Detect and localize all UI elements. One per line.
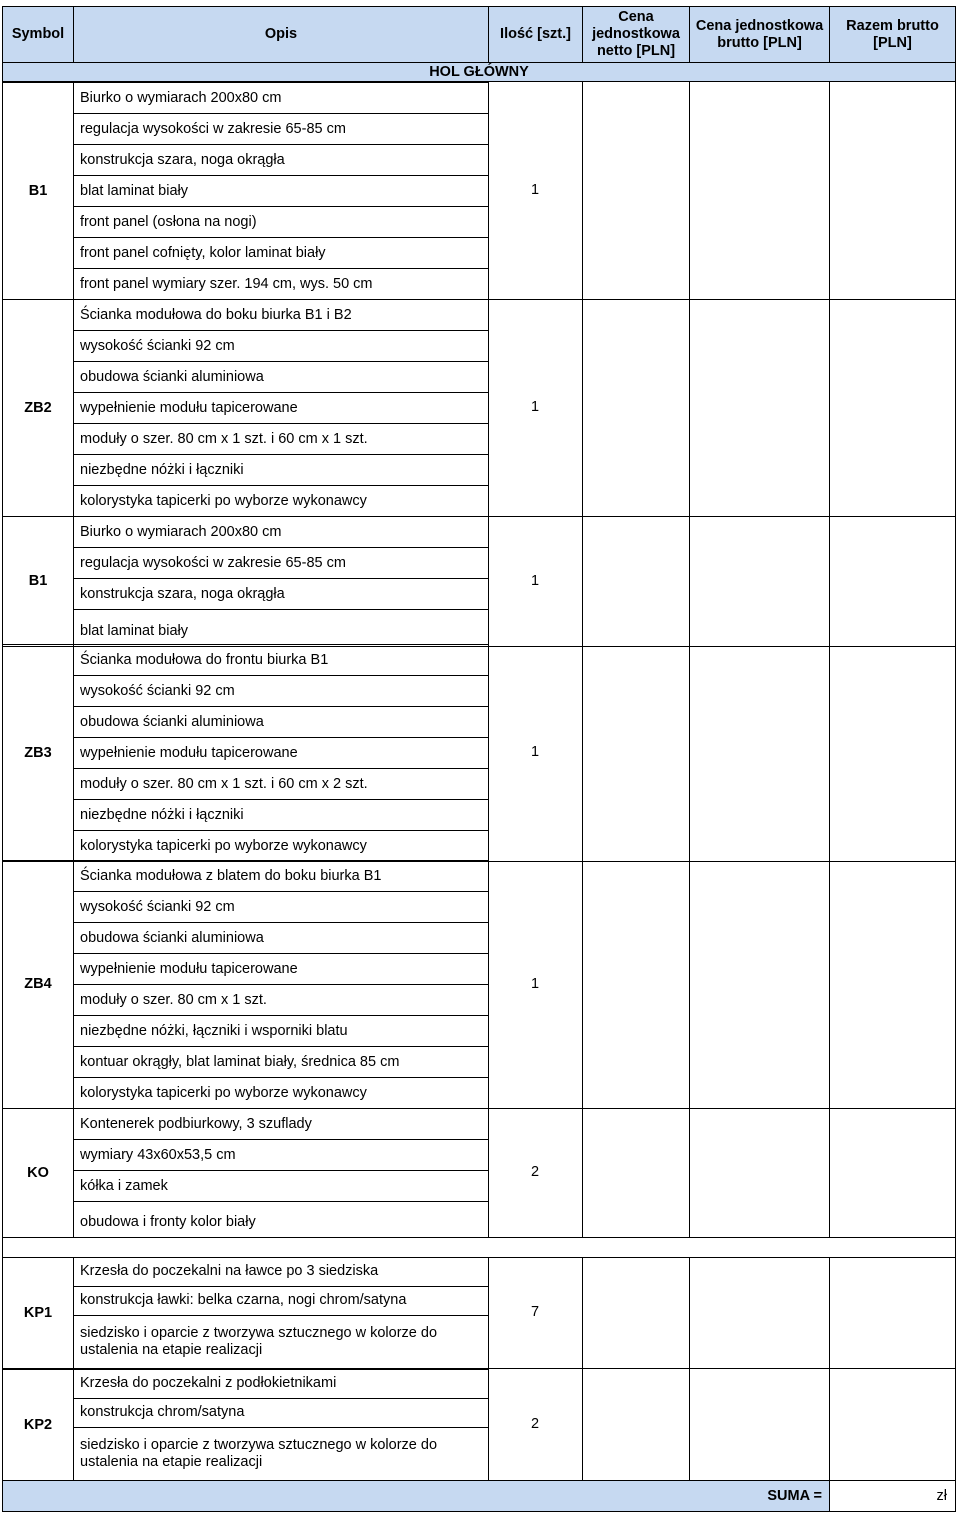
item-description-line: niezbędne nóżki i łączniki [73, 454, 489, 486]
header-opis: Opis [73, 6, 489, 63]
price-netto-cell [582, 516, 690, 647]
item-description-line: blat laminat biały [73, 609, 489, 647]
item-description-line: Krzesła do poczekalni na ławce po 3 siedziska [73, 1257, 489, 1287]
sum-label: SUMA = [767, 1487, 822, 1504]
item-symbol: ZB4 [2, 860, 74, 1109]
price-netto-cell [582, 860, 690, 1109]
price-netto-cell [582, 82, 690, 300]
item-description-line: niezbędne nóżki i łączniki [73, 799, 489, 831]
price-brutto-cell [689, 1369, 830, 1481]
item-symbol: KO [2, 1108, 74, 1238]
item-description-line: kolorystyka tapicerki po wyborze wykonawcy [73, 830, 489, 862]
item-quantity: 1 [488, 644, 583, 862]
item-description-line: obudowa ścianki aluminiowa [73, 922, 489, 954]
item-symbol: ZB3 [2, 644, 74, 862]
item-description-line: konstrukcja ławki: belka czarna, nogi chrom/satyna [73, 1286, 489, 1316]
item-quantity: 1 [488, 299, 583, 517]
item-symbol: KP2 [2, 1369, 74, 1481]
item-description-line: kontuar okrągły, blat laminat biały, średnica 85 cm [73, 1046, 489, 1078]
item-description-line: blat laminat biały [73, 175, 489, 207]
total-brutto-cell [829, 516, 956, 647]
price-brutto-cell [689, 516, 830, 647]
item-description-line: wysokość ścianki 92 cm [73, 330, 489, 362]
header-ilosc: Ilość [szt.] [488, 6, 583, 63]
total-brutto-cell [829, 299, 956, 517]
item-description-line: regulacja wysokości w zakresie 65-85 cm [73, 113, 489, 145]
item-description-line: obudowa ścianki aluminiowa [73, 706, 489, 738]
item-description-line: kolorystyka tapicerki po wyborze wykonawcy [73, 1077, 489, 1109]
price-brutto-cell [689, 1257, 830, 1369]
item-description-line: front panel cofnięty, kolor laminat biały [73, 237, 489, 269]
total-brutto-cell [829, 644, 956, 862]
price-brutto-cell [689, 860, 830, 1109]
item-description-line: wypełnienie modułu tapicerowane [73, 737, 489, 769]
item-description-line: kółka i zamek [73, 1170, 489, 1202]
price-brutto-cell [689, 1108, 830, 1238]
item-description-line: obudowa ścianki aluminiowa [73, 361, 489, 393]
item-symbol: B1 [2, 82, 74, 300]
gap-row [2, 1237, 956, 1258]
item-description-line: wysokość ścianki 92 cm [73, 891, 489, 923]
item-description-line: Krzesła do poczekalni z podłokietnikami [73, 1369, 489, 1399]
item-description-line: Biurko o wymiarach 200x80 cm [73, 82, 489, 114]
item-description-line: konstrukcja chrom/satyna [73, 1398, 489, 1428]
item-description-line: moduły o szer. 80 cm x 1 szt. i 60 cm x 2 szt. [73, 768, 489, 800]
item-description-line: front panel (osłona na nogi) [73, 206, 489, 238]
item-description-line: niezbędne nóżki, łączniki i wsporniki blatu [73, 1015, 489, 1047]
item-description-line: wysokość ścianki 92 cm [73, 675, 489, 707]
header-symbol: Symbol [2, 6, 74, 63]
currency-label: zł [936, 1487, 947, 1504]
price-netto-cell [582, 1108, 690, 1238]
item-description-line: regulacja wysokości w zakresie 65-85 cm [73, 547, 489, 579]
item-description-line: konstrukcja szara, noga okrągła [73, 578, 489, 610]
item-quantity: 1 [488, 516, 583, 647]
section-title: HOL GŁÓWNY [2, 62, 956, 82]
item-quantity: 1 [488, 860, 583, 1109]
item-quantity: 1 [488, 82, 583, 300]
item-description-line: Kontenerek podbiurkowy, 3 szuflady [73, 1108, 489, 1140]
item-description-line: konstrukcja szara, noga okrągła [73, 144, 489, 176]
total-brutto-cell [829, 1108, 956, 1238]
total-brutto-cell [829, 1369, 956, 1481]
item-description-line: Ścianka modułowa z blatem do boku biurka B1 [73, 860, 489, 892]
header-razem: Razem brutto [PLN] [829, 6, 956, 63]
item-symbol: KP1 [2, 1257, 74, 1369]
sum-total-cell [829, 1480, 956, 1512]
price-brutto-cell [689, 82, 830, 300]
price-netto-cell [582, 1369, 690, 1481]
item-quantity: 7 [488, 1257, 583, 1369]
item-symbol: ZB2 [2, 299, 74, 517]
price-brutto-cell [689, 644, 830, 862]
price-netto-cell [582, 644, 690, 862]
item-description-line: moduły o szer. 80 cm x 1 szt. [73, 984, 489, 1016]
item-description-line: siedzisko i oparcie z tworzywa sztucznego w kolorze do ustalenia na etapie realizacji [73, 1315, 489, 1369]
total-brutto-cell [829, 860, 956, 1109]
item-description-line: wypełnienie modułu tapicerowane [73, 392, 489, 424]
item-description-line: front panel wymiary szer. 194 cm, wys. 50 cm [73, 268, 489, 300]
item-description-line: siedzisko i oparcie z tworzywa sztucznego w kolorze do ustalenia na etapie realizacji [73, 1427, 489, 1481]
item-description-line: wymiary 43x60x53,5 cm [73, 1139, 489, 1171]
price-netto-cell [582, 1257, 690, 1369]
price-netto-cell [582, 299, 690, 517]
item-symbol: B1 [2, 516, 74, 647]
item-description-line: obudowa i fronty kolor biały [73, 1201, 489, 1238]
item-description-line: Ścianka modułowa do boku biurka B1 i B2 [73, 299, 489, 331]
item-quantity: 2 [488, 1369, 583, 1481]
total-brutto-cell [829, 1257, 956, 1369]
item-description-line: moduły o szer. 80 cm x 1 szt. i 60 cm x 1 szt. [73, 423, 489, 455]
header-netto: Cena jednostkowa netto [PLN] [582, 6, 690, 63]
item-description-line: kolorystyka tapicerki po wyborze wykonawcy [73, 485, 489, 517]
total-brutto-cell [829, 82, 956, 300]
price-brutto-cell [689, 299, 830, 517]
header-brutto: Cena jednostkowa brutto [PLN] [689, 6, 830, 63]
item-description-line: Biurko o wymiarach 200x80 cm [73, 516, 489, 548]
item-description-line: wypełnienie modułu tapicerowane [73, 953, 489, 985]
item-description-line: Ścianka modułowa do frontu biurka B1 [73, 644, 489, 676]
item-quantity: 2 [488, 1108, 583, 1238]
